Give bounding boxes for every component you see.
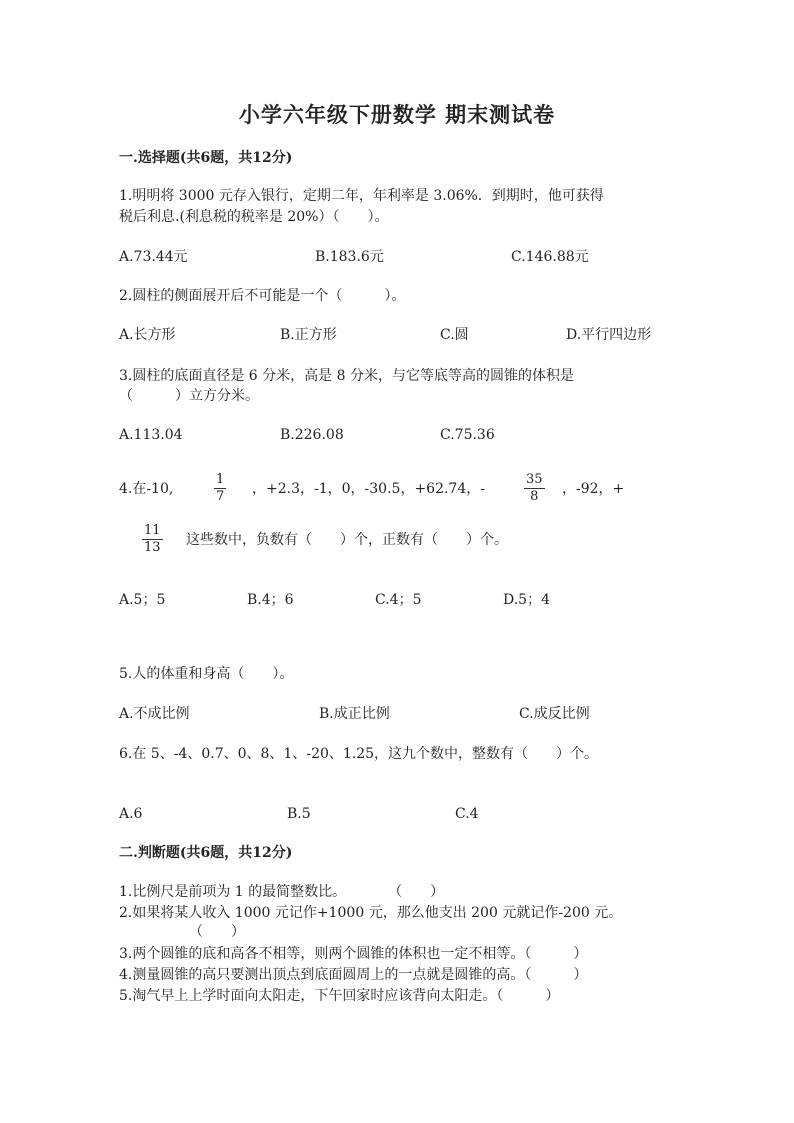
section-1-heading: 一.选择题(共6题，共12分) <box>119 150 293 166</box>
q2-line-1: 2.圆柱的侧面展开后不可能是一个（ ）。 <box>119 288 406 304</box>
q4-fraction-1 <box>214 472 226 505</box>
judge-item-2-blank: （ ） <box>189 924 245 940</box>
section-2-heading: 二.判断题(共6题，共12分) <box>119 845 293 861</box>
q3-option-b: B.226.08 <box>280 427 344 443</box>
q3-option-c: C.75.36 <box>440 427 495 443</box>
q4-option-c: C.4；5 <box>375 592 422 608</box>
q1-option-b: B.183.6元 <box>315 249 384 265</box>
q4-text-part-4: 这些数中，负数有（ ）个，正数有（ ）个。 <box>186 532 508 548</box>
q4-text-part-1: 4.在-10, <box>119 481 174 497</box>
page-title: 小学六年级下册数学 期末测试卷 <box>238 102 556 127</box>
q3-line-2: （ ）立方分米。 <box>119 388 259 404</box>
q1-line-1: 1.明明将 3000 元存入银行，定期二年，年利率是 3.06%．到期时，他可获得 <box>119 188 604 204</box>
q2-option-d: D.平行四边形 <box>566 327 652 343</box>
q6-option-a: A.6 <box>119 806 143 822</box>
fraction-denominator: 7 <box>216 489 225 504</box>
q3-option-a: A.113.04 <box>119 427 183 443</box>
q2-option-b: B.正方形 <box>280 327 337 343</box>
judge-item-3: 3.两个圆锥的底和高各不相等，则两个圆锥的体积也一定不相等。（ ） <box>119 946 588 962</box>
q6-option-b: B.5 <box>287 806 311 822</box>
q6-option-c: C.4 <box>455 806 479 822</box>
q4-fraction-2 <box>524 472 545 505</box>
q1-option-c: C.146.88元 <box>511 249 589 265</box>
q3-line-1: 3.圆柱的底面直径是 6 分米，高是 8 分米，与它等底等高的圆锥的体积是 <box>119 368 574 384</box>
q4-fraction-3 <box>142 523 163 556</box>
fraction-numerator: 35 <box>526 472 543 487</box>
judge-item-5: 5.淘气早上上学时面向太阳走，下午回家时应该背向太阳走。（ ） <box>119 988 560 1004</box>
judge-item-1: 1.比例尺是前项为 1 的最简整数比。 （ ） <box>119 884 445 900</box>
q4-text-part-3: ，-92，+ <box>562 481 625 497</box>
q5-option-a: A.不成比例 <box>119 706 190 722</box>
fraction-denominator: 13 <box>144 540 161 555</box>
q1-line-2: 税后利息.(利息税的税率是 20%）（ ）。 <box>119 209 389 225</box>
judge-item-4: 4.测量圆锥的高只要测出顶点到底面圆周上的一点就是圆锥的高。（ ） <box>119 967 588 983</box>
q4-text-part-2: ，+2.3，-1，0，-30.5，+62.74，- <box>252 481 485 497</box>
q2-option-a: A.长方形 <box>119 327 176 343</box>
q4-option-d: D.5；4 <box>503 592 550 608</box>
q5-line-1: 5.人的体重和身高（ ）。 <box>119 666 294 682</box>
q5-option-b: B.成正比例 <box>319 706 390 722</box>
fraction-numerator: 1 <box>216 472 225 487</box>
q4-option-b: B.4；6 <box>247 592 294 608</box>
q1-option-a: A.73.44元 <box>119 249 188 265</box>
judge-item-2: 2.如果将某人收入 1000 元记作+1000 元，那么他支出 200 元就记作-200 元。 <box>119 905 623 921</box>
q5-option-c: C.成反比例 <box>519 706 590 722</box>
fraction-numerator: 11 <box>144 523 161 538</box>
q6-line-1: 6.在 5、-4、0.7、0、8、1、-20、1.25，这九个数中，整数有（ ）个。 <box>119 746 599 762</box>
fraction-denominator: 8 <box>530 489 539 504</box>
q2-option-c: C.圆 <box>440 327 469 343</box>
q4-option-a: A.5；5 <box>119 592 166 608</box>
